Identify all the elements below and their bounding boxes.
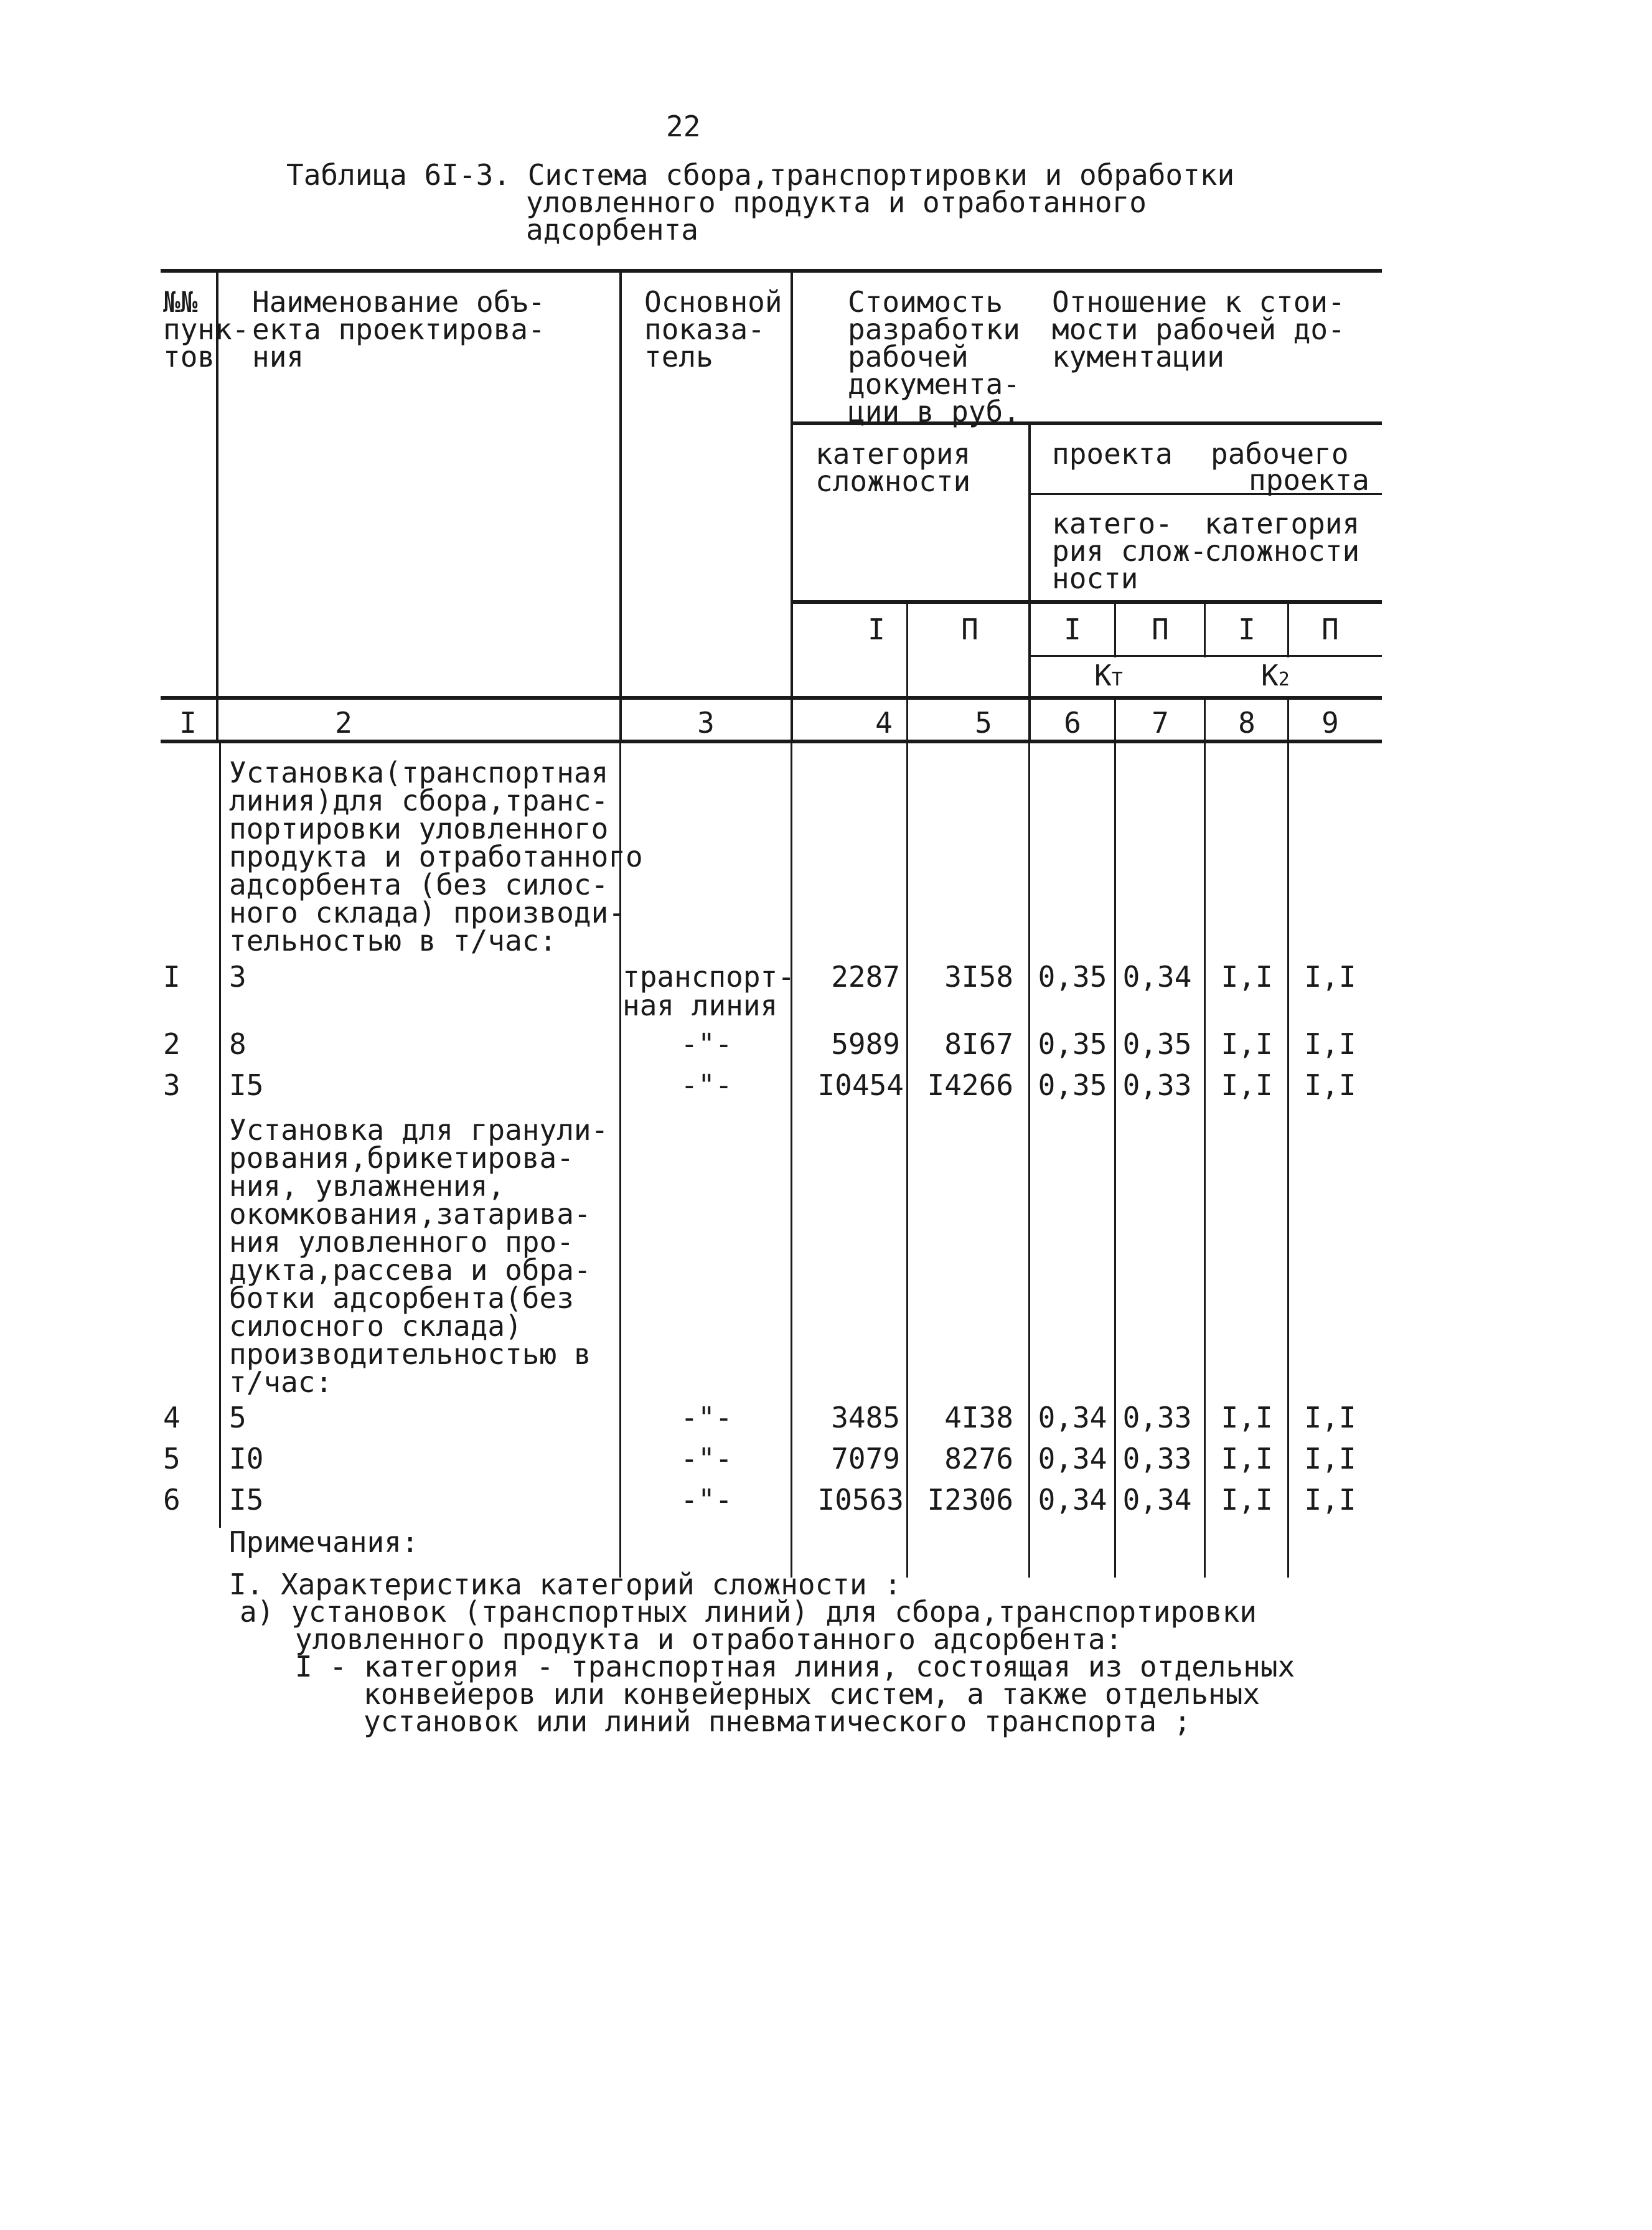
row-c4: 2287 — [831, 960, 900, 994]
section-title-line: ния, увлажнения, — [229, 1169, 505, 1203]
row-c8: I,I — [1221, 1401, 1273, 1434]
header-roman: П — [1321, 613, 1339, 646]
section-title-line: Установка(транспортная — [229, 756, 609, 789]
section-title-line: силосного склада) — [229, 1309, 522, 1343]
rule-categories-bottom — [792, 600, 1382, 604]
section-title-line: т/час: — [229, 1365, 333, 1399]
header-col45: разработки — [848, 313, 1020, 346]
section-title-line: тельностью в т/час: — [229, 924, 557, 957]
row-c7: 0,33 — [1122, 1068, 1192, 1102]
header-col2: Наименование объ- — [252, 285, 545, 319]
header-col2: екта проектирова- — [252, 313, 545, 346]
notes-line: конвейеров или конвейерных систем, а также отдельных — [364, 1677, 1260, 1711]
vline-col6b — [1114, 700, 1116, 741]
row-num: 2 — [163, 1027, 181, 1061]
header-col45: ции в руб. — [848, 395, 1020, 428]
row-num: 4 — [163, 1401, 181, 1434]
header-col69: Отношение к стои- — [1052, 285, 1345, 319]
vline-body-col6 — [1114, 743, 1116, 1578]
row-c9: I,I — [1304, 1483, 1356, 1517]
row-indicator: -"- — [680, 1483, 733, 1517]
vline-col8b — [1287, 700, 1289, 741]
section-title-line: окомкования,затарива- — [229, 1197, 591, 1231]
row-c4: I0454 — [817, 1068, 904, 1102]
column-number: 6 — [1064, 706, 1081, 740]
row-c5: 8I67 — [944, 1027, 1013, 1061]
header-col1: №№ — [163, 285, 198, 319]
header-cat-col67: рия слож- — [1052, 534, 1208, 568]
row-c8: I,I — [1221, 1442, 1273, 1475]
section-title-line: ного склада) производи- — [229, 896, 626, 929]
column-number: 7 — [1152, 706, 1169, 740]
row-c5: 8276 — [944, 1442, 1013, 1475]
row-num: 3 — [163, 1068, 181, 1102]
section-title-line: продукта и отработанного — [229, 840, 643, 873]
row-c7: 0,34 — [1122, 1483, 1192, 1517]
header-working-project: рабочего — [1211, 437, 1349, 471]
row-c9: I,I — [1304, 1401, 1356, 1434]
column-number: I — [179, 706, 197, 740]
header-col45: Стоимость — [848, 285, 1003, 319]
section-title-line: линия)для сбора,транс- — [229, 784, 609, 817]
vline-col6 — [1114, 600, 1116, 657]
row-c7: 0,33 — [1122, 1401, 1192, 1434]
row-name: I0 — [229, 1442, 264, 1475]
number-row-bottom-rule — [161, 740, 1382, 743]
row-c6: 0,35 — [1038, 1068, 1107, 1102]
row-c5: 4I38 — [944, 1401, 1013, 1434]
header-roman: П — [1152, 613, 1169, 646]
header-col3: показа- — [644, 313, 765, 346]
section-title-line: рования,брикетирова- — [229, 1141, 574, 1175]
notes-line: I. Характеристика категорий сложности : — [229, 1568, 902, 1601]
header-cat-complexity: сложности — [815, 464, 971, 498]
row-c8: I,I — [1221, 960, 1273, 994]
vline-col2 — [619, 273, 622, 741]
row-c7: 0,35 — [1122, 1027, 1192, 1061]
row-c4: 7079 — [831, 1442, 900, 1475]
row-c5: 3I58 — [944, 960, 1013, 994]
vline-col7 — [1204, 600, 1206, 657]
row-indicator: ная линия — [622, 989, 778, 1022]
vline-col5 — [1028, 425, 1031, 741]
row-indicator: транспорт- — [622, 960, 795, 994]
header-roman: I — [1238, 613, 1255, 646]
header-project: проекта — [1052, 437, 1173, 471]
page-number: 22 — [666, 110, 701, 143]
row-c7: 0,33 — [1122, 1442, 1192, 1475]
header-k-t — [1094, 661, 1123, 694]
row-indicator: -"- — [680, 1442, 733, 1475]
column-number: 2 — [335, 706, 352, 740]
vline-col3 — [791, 273, 793, 741]
notes-line: установок или линий пневматического транспорта ; — [364, 1705, 1191, 1738]
row-c7: 0,34 — [1122, 960, 1192, 994]
header-col1: пунк- — [163, 313, 250, 346]
section-title-line: ботки адсорбента(без — [229, 1281, 574, 1315]
rule-roman-bottom — [1030, 655, 1382, 657]
row-num: 5 — [163, 1442, 181, 1475]
row-name: I5 — [229, 1068, 264, 1102]
row-c8: I,I — [1221, 1068, 1273, 1102]
header-col69: кументации — [1052, 340, 1224, 374]
title-line: Таблица 6I-3. Система сбора,транспортировки и обработки — [286, 158, 1235, 192]
header-roman: П — [961, 613, 979, 646]
header-col1: тов — [163, 340, 215, 374]
table-top-rule — [161, 269, 1382, 273]
column-number: 3 — [697, 706, 715, 740]
vline-body-col7 — [1204, 743, 1206, 1578]
section-title-line: дукта,рассева и обра- — [229, 1253, 591, 1287]
header-roman: I — [868, 613, 885, 646]
column-number: 8 — [1238, 706, 1255, 740]
header-col3: тель — [644, 340, 713, 374]
section-title-line: ния уловленного про- — [229, 1225, 574, 1259]
row-c9: I,I — [1304, 1442, 1356, 1475]
header-col3: Основной — [644, 285, 782, 319]
row-c4: 5989 — [831, 1027, 900, 1061]
notes-line: I - категория - транспортная линия, состоящая из отдельных — [295, 1650, 1295, 1683]
row-name: 3 — [229, 960, 246, 994]
notes-line: уловленного продукта и отработанного адсорбента: — [295, 1622, 1123, 1656]
header-roman: I — [1064, 613, 1081, 646]
header-col45: документа- — [848, 367, 1020, 401]
row-c4: 3485 — [831, 1401, 900, 1434]
row-c6: 0,35 — [1038, 1027, 1107, 1061]
k-2-letter: К — [1261, 659, 1279, 692]
vline-body-col8 — [1287, 743, 1289, 1578]
row-c8: I,I — [1221, 1483, 1273, 1517]
header-working-project: проекта — [1249, 463, 1369, 497]
row-c9: I,I — [1304, 960, 1356, 994]
section-title-line: Установка для гранули- — [229, 1113, 609, 1147]
header-cat-col67: катего- — [1052, 507, 1173, 540]
row-c8: I,I — [1221, 1027, 1273, 1061]
header-col69: мости рабочей до- — [1052, 313, 1345, 346]
column-number: 5 — [975, 706, 992, 740]
title-line: уловленного продукта и отработанного — [526, 186, 1147, 219]
row-name: 5 — [229, 1401, 246, 1434]
vline-body-col5 — [1028, 743, 1030, 1578]
section-title-line: производительностью в — [229, 1337, 591, 1371]
column-number: 4 — [875, 706, 893, 740]
row-indicator: -"- — [680, 1027, 733, 1061]
k-t-letter: К — [1094, 659, 1112, 692]
row-c6: 0,34 — [1038, 1401, 1107, 1434]
header-cat-col89: категория — [1204, 507, 1360, 540]
vline-col7b — [1204, 700, 1206, 741]
notes-heading: Примечания: — [229, 1525, 419, 1559]
header-cat-col89: сложности — [1204, 534, 1360, 568]
header-bottom-rule — [161, 696, 1382, 700]
row-c9: I,I — [1304, 1068, 1356, 1102]
header-col2: ния — [252, 340, 304, 374]
header-cat-col67: ности — [1052, 562, 1138, 595]
notes-line: а) установок (транспортных линий) для сбора,транспортировки — [240, 1595, 1257, 1629]
section-title-line: портировки уловленного — [229, 812, 609, 845]
row-name: 8 — [229, 1027, 246, 1061]
column-number: 9 — [1321, 706, 1339, 740]
title-line: адсорбента — [526, 213, 698, 247]
row-c6: 0,35 — [1038, 960, 1107, 994]
row-c4: I0563 — [817, 1483, 904, 1517]
k-2-sub: 2 — [1278, 669, 1290, 690]
row-c5: I2306 — [927, 1483, 1013, 1517]
vline-col8 — [1287, 600, 1289, 657]
row-indicator: -"- — [680, 1401, 733, 1434]
row-name: I5 — [229, 1483, 264, 1517]
header-col45: рабочей — [848, 340, 969, 374]
row-indicator: -"- — [680, 1068, 733, 1102]
row-c6: 0,34 — [1038, 1483, 1107, 1517]
row-c9: I,I — [1304, 1027, 1356, 1061]
row-num: I — [163, 960, 181, 994]
row-c6: 0,34 — [1038, 1442, 1107, 1475]
header-cat-complexity: категория — [815, 437, 971, 471]
vline-body-col1 — [219, 743, 221, 1528]
section-title-line: адсорбента (без силос- — [229, 868, 609, 901]
header-k-2 — [1261, 661, 1290, 694]
row-num: 6 — [163, 1483, 181, 1517]
row-c5: I4266 — [927, 1068, 1013, 1102]
k-t-sub: Т — [1111, 669, 1123, 690]
